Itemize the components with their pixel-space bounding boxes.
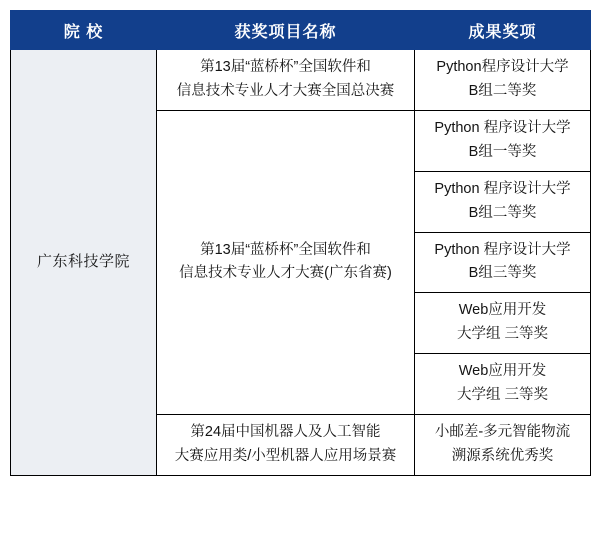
awards-table bbox=[10, 10, 591, 476]
project-name-line: 大赛应用类/小型机器人应用场景赛 bbox=[174, 447, 397, 464]
project-name-line: 信息技术专业人才大赛全国总决赛 bbox=[176, 82, 395, 99]
award-line: Web应用开发 bbox=[458, 363, 547, 380]
award-line: Python程序设计大学 bbox=[436, 59, 569, 75]
award-line: Python 程序设计大学 bbox=[434, 119, 571, 136]
project-name-line: 第24届中国机器人及人工智能 bbox=[190, 424, 381, 441]
cell-award-name bbox=[415, 50, 591, 111]
cell-award-name bbox=[415, 354, 591, 415]
cell-award-name bbox=[415, 110, 591, 171]
cell-project-name bbox=[157, 50, 415, 111]
award-line: Python 程序设计大学 bbox=[434, 241, 571, 258]
cell-project-name bbox=[157, 110, 415, 414]
project-name-line: 第13届“蓝桥杯”全国软件和 bbox=[200, 241, 371, 258]
award-line: 小邮差-多元智能物流 bbox=[434, 424, 571, 441]
award-line: B组三等奖 bbox=[468, 265, 537, 282]
column-header-project: 获奖项目名称 bbox=[157, 11, 415, 50]
column-header-school: 院 校 bbox=[11, 11, 157, 50]
cell-school-name: 广东科技学院 bbox=[11, 50, 157, 476]
award-line: 溯源系统优秀奖 bbox=[451, 447, 554, 464]
cell-award-name bbox=[415, 293, 591, 354]
award-line: B组二等奖 bbox=[468, 82, 537, 99]
table-header-row bbox=[11, 11, 591, 50]
table-row bbox=[11, 50, 591, 111]
table-body bbox=[11, 50, 591, 476]
award-line: 大学组 三等奖 bbox=[456, 387, 549, 404]
project-name-line: 信息技术专业人才大赛(广东省赛) bbox=[179, 265, 392, 282]
award-line: Python 程序设计大学 bbox=[434, 180, 571, 197]
award-line: 大学组 三等奖 bbox=[456, 326, 549, 343]
cell-award-name bbox=[415, 171, 591, 232]
award-line: Web应用开发 bbox=[458, 302, 547, 319]
table-header bbox=[11, 11, 591, 50]
cell-award-name bbox=[415, 232, 591, 293]
award-line: B组二等奖 bbox=[468, 204, 537, 221]
project-name-line: 第13届“蓝桥杯”全国软件和 bbox=[200, 59, 371, 75]
cell-award-name bbox=[415, 415, 591, 476]
award-line: B组一等奖 bbox=[468, 143, 537, 160]
cell-project-name bbox=[157, 415, 415, 476]
column-header-award: 成果奖项 bbox=[415, 11, 591, 50]
